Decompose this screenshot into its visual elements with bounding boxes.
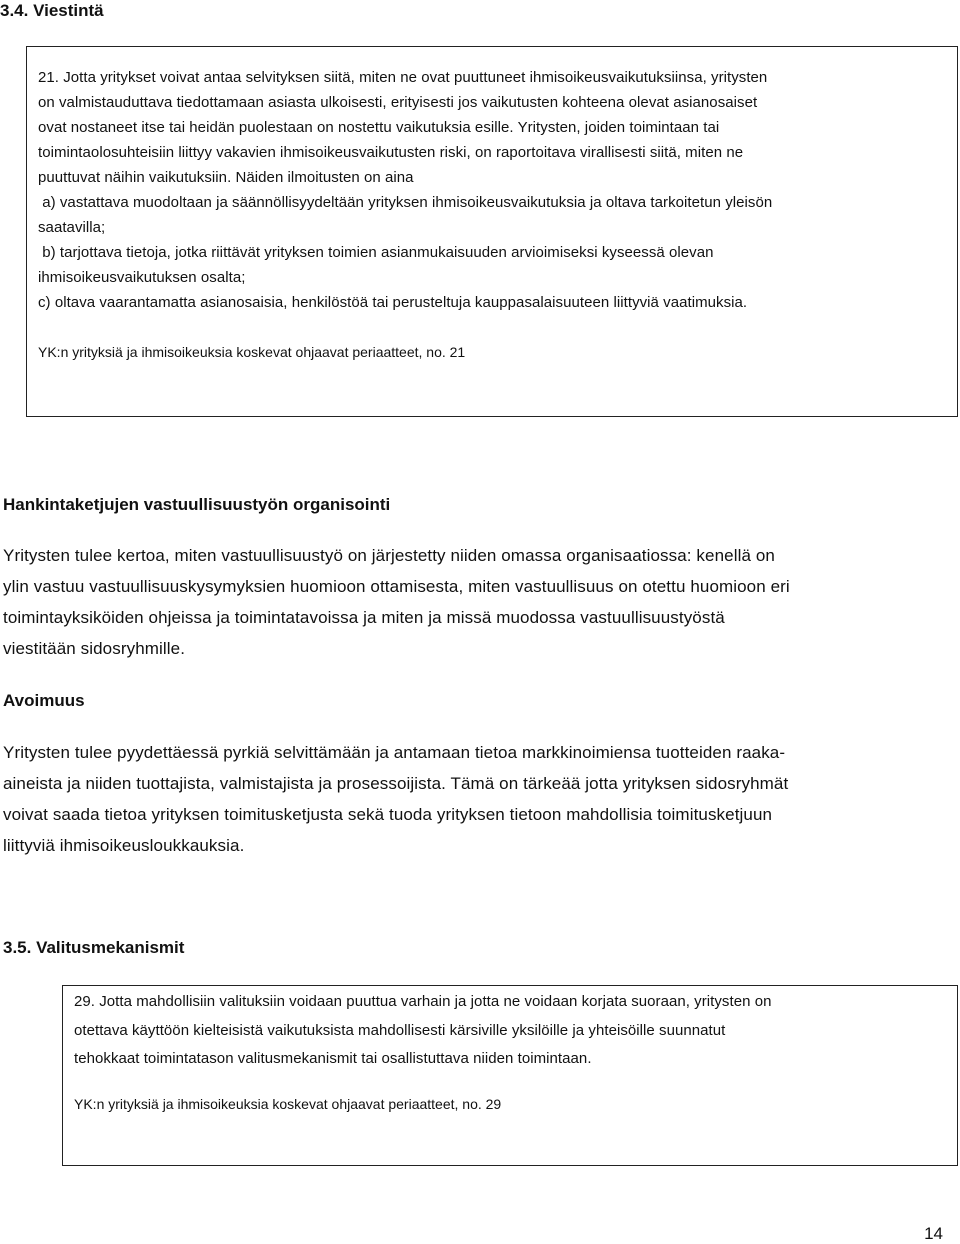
quote-line: tehokkaat toimintatason valitusmekanismit tai osallistuttava niiden toimintaan. (74, 1050, 592, 1067)
paragraph-line: viestitään sidosryhmille. (3, 639, 186, 658)
quote-source: YK:n yrityksiä ja ihmisoikeuksia koskevat ohjaavat periaatteet, no. 29 (74, 1096, 502, 1112)
section-heading-3-4: 3.4. Viestintä (0, 1, 104, 20)
quote-line: ovat nostaneet itse tai heidän puolestaan on nostettu vaikutuksia esille. Yritysten, joiden toimintaan tai (38, 119, 720, 136)
quote-box-principle-29 (62, 985, 958, 1166)
paragraph-line: ylin vastuu vastuullisuuskysymyksien huomioon ottamisesta, miten vastuullisuus on otettu huomioon eri (3, 577, 790, 596)
quote-line: on valmistauduttava tiedottamaan asiasta ulkoisesti, erityisesti jos vaikutusten kohteena olevat asianosaiset (38, 94, 758, 111)
quote-line: puuttuvat näihin vaikutuksiin. Näiden ilmoitusten on aina (38, 169, 414, 186)
quote-text (38, 65, 950, 315)
quote-line: b) tarjottava tietoja, jotka riittävät yrityksen toimien asianmukaisuuden arvioimiseksi kyseessä olevan (38, 244, 714, 261)
quote-line: toimintaolosuhteisiin liittyy vakavien ihmisoikeusvaikutusten riski, on raportoitava virallisesti siitä, miten ne (38, 144, 744, 161)
quote-source: YK:n yrityksiä ja ihmisoikeuksia koskevat ohjaavat periaatteet, no. 21 (38, 344, 466, 360)
page-number: 14 (924, 1224, 943, 1243)
quote-box-principle-21 (26, 46, 958, 417)
paragraph-procurement (3, 540, 953, 664)
section-heading-3-5: 3.5. Valitusmekanismit (3, 938, 185, 957)
paragraph-line: toimintayksiköiden ohjeissa ja toimintatavoissa ja miten ja missä muodossa vastuullisuustyöstä (3, 608, 725, 627)
quote-line: 21. Jotta yritykset voivat antaa selvityksen siitä, miten ne ovat puuttuneet ihmisoikeusvaikutuksiinsa, yritysten (38, 69, 768, 86)
paragraph-line: aineista ja niiden tuottajista, valmistajista ja prosessoijista. Tämä on tärkeää jotta yrityksen sidosryhmät (3, 774, 789, 793)
quote-line: saatavilla; (38, 219, 106, 236)
quote-text (74, 988, 954, 1074)
quote-line: c) oltava vaarantamatta asianosaisia, henkilöstöä tai perusteltuja kauppasalaisuuteen liittyviä vaatimuksia. (38, 294, 748, 311)
heading-procurement-organisation: Hankintaketjujen vastuullisuustyön organisointi (3, 495, 391, 514)
paragraph-line: Yritysten tulee pyydettäessä pyrkiä selvittämään ja antamaan tietoa markkinoimiensa tuotteiden raaka- (3, 743, 786, 762)
paragraph-openness (3, 737, 953, 861)
paragraph-line: voivat saada tietoa yrityksen toimitusketjusta sekä tuoda yrityksen tietoon mahdollisia toimitusketjuun (3, 805, 773, 824)
heading-openness: Avoimuus (3, 691, 85, 710)
paragraph-line: liittyviä ihmisoikeusloukkauksia. (3, 836, 245, 855)
quote-line: ihmisoikeusvaikutuksen osalta; (38, 269, 246, 286)
quote-line: a) vastattava muodoltaan ja säännöllisyydeltään yrityksen ihmisoikeusvaikutuksia ja oltava tarkoitetun yleisön (38, 194, 773, 211)
quote-line: otettava käyttöön kielteisistä vaikutuksista mahdollisesti kärsiville yksilöille ja yhteisöille suunnatut (74, 1021, 726, 1039)
quote-line: 29. Jotta mahdollisiin valituksiin voidaan puuttua varhain ja jotta ne voidaan korjata suoraan, yritysten on (74, 993, 772, 1010)
paragraph-line: Yritysten tulee kertoa, miten vastuullisuustyö on järjestetty niiden omassa organisaatiossa: kenellä on (3, 546, 775, 565)
